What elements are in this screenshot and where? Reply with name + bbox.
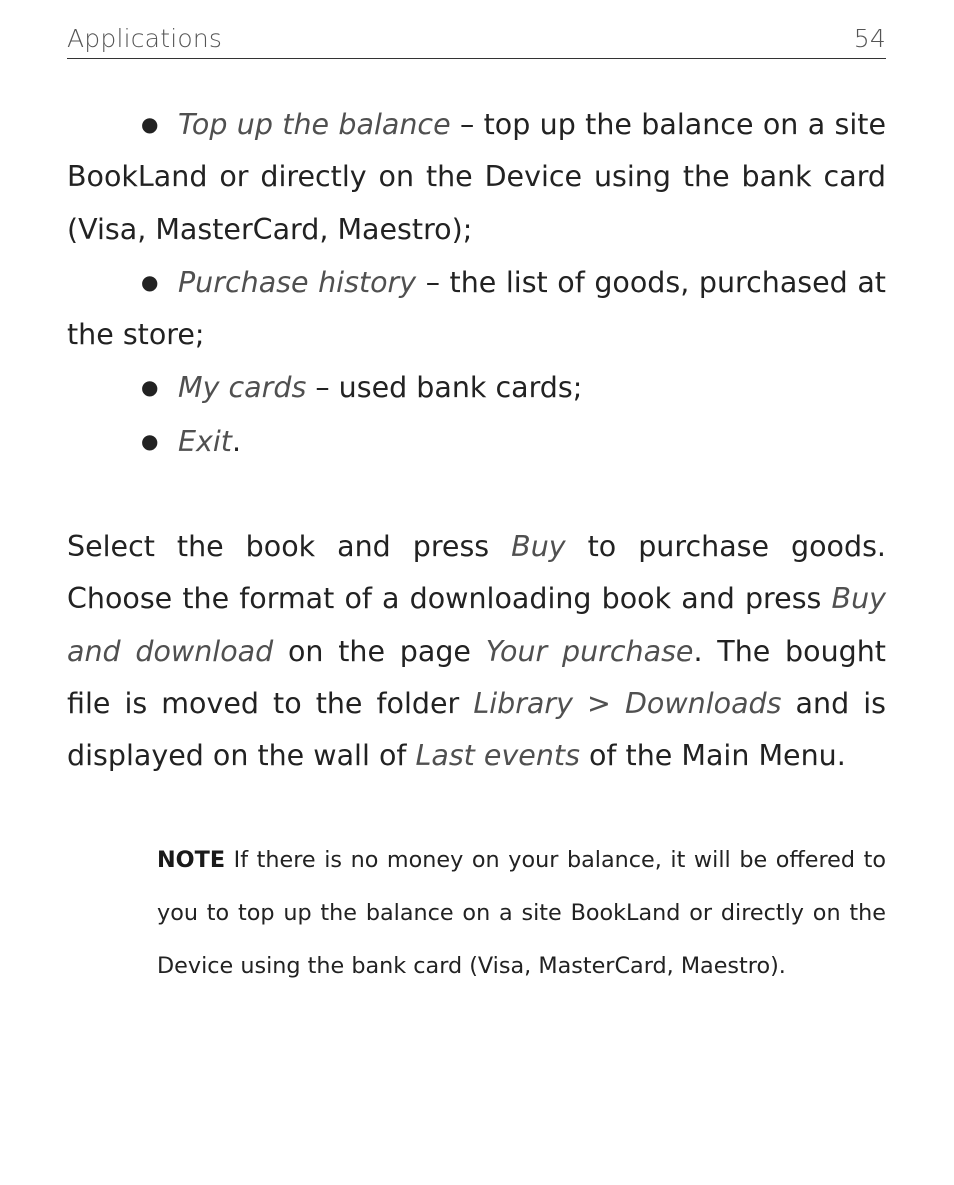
- bullet-term: Purchase history: [178, 265, 417, 299]
- bullet-dot-icon: ●: [141, 112, 159, 136]
- body-text: to purchase goods. Choose the format of a downloading book and press: [67, 530, 886, 616]
- term-library-downloads: Library > Downloads: [473, 686, 782, 720]
- term-last-events: Last events: [415, 739, 580, 773]
- body-text: and is displayed on the wall of: [67, 686, 886, 773]
- bullet-term: Exit: [178, 424, 232, 458]
- page-header: [67, 22, 886, 59]
- term-buy-and-download: Buy and download: [67, 582, 886, 668]
- body-text: . The bought file is moved to the folder: [67, 634, 886, 720]
- spacer: [67, 468, 886, 521]
- bullet-dot-icon: ●: [141, 269, 159, 294]
- term-buy: Buy: [511, 530, 566, 564]
- body-text: on the page: [273, 634, 486, 668]
- bullet-term: My cards: [178, 371, 307, 405]
- section-title: Applications: [67, 24, 223, 53]
- body-text: of the Main Menu.: [579, 739, 846, 773]
- bullet-text: – the list of goods, purchased at the store;: [67, 265, 886, 352]
- page-content: [67, 98, 886, 783]
- note-block: [157, 834, 886, 992]
- bullet-item-top-up: [67, 98, 886, 256]
- bullet-item-my-cards: [67, 361, 886, 414]
- bullet-item-exit: [67, 415, 886, 468]
- bullet-text: – top up the balance on a site BookLand or directly on the Device using the bank card (Visa, MasterCard, Maestro);: [67, 108, 886, 246]
- term-your-purchase: Your purchase: [485, 634, 694, 668]
- bullet-item-purchase-history: [67, 256, 886, 362]
- page-number: 54: [853, 24, 886, 53]
- bullet-dot-icon: ●: [141, 428, 159, 453]
- body-text: Select the book and press: [67, 530, 512, 564]
- manual-page: [67, 0, 886, 1185]
- note-label: NOTE: [157, 847, 226, 873]
- note-text: If there is no money on your balance, it will be offered to you to top up the balance on a site BookLand or directly on the Device using the bank card (Visa, MasterCard, Maestro).: [157, 847, 886, 979]
- bullet-term: Top up the balance: [178, 108, 451, 141]
- bullet-dot-icon: ●: [141, 375, 159, 400]
- bullet-text: .: [231, 424, 242, 458]
- body-paragraph: [67, 521, 886, 782]
- bullet-text: – used bank cards;: [306, 371, 583, 405]
